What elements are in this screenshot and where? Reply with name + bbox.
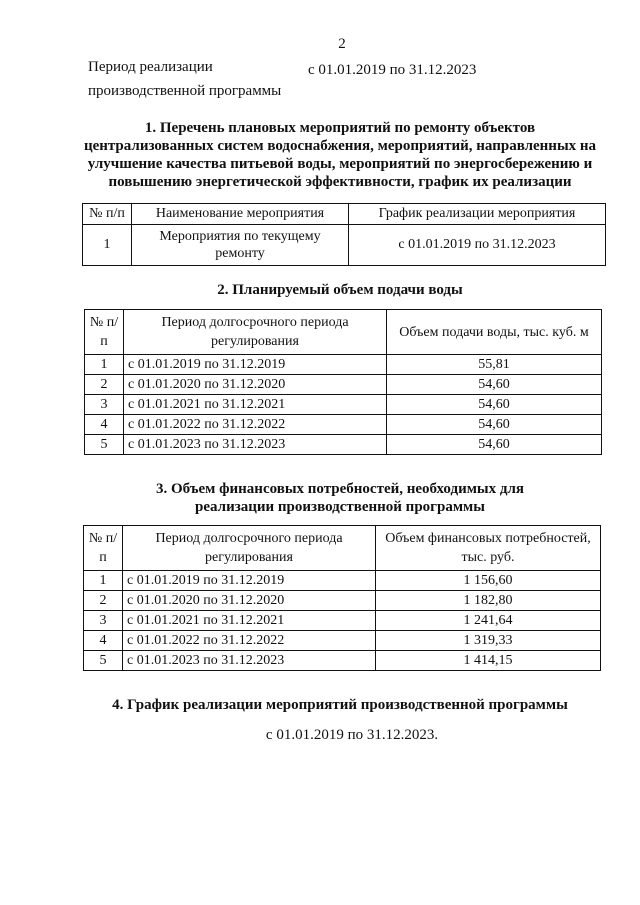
table-cell: с 01.01.2021 по 31.12.2021 xyxy=(124,395,387,415)
section1-table xyxy=(82,203,606,266)
column-header: № п/п xyxy=(83,204,132,225)
table-cell: 1 156,60 xyxy=(376,571,601,591)
table-header-row xyxy=(83,204,606,225)
table-cell: с 01.01.2019 по 31.12.2019 xyxy=(123,571,376,591)
column-header: № п/п xyxy=(84,526,123,571)
table-cell: 1 xyxy=(83,225,132,266)
period-value: с 01.01.2019 по 31.12.2023 xyxy=(308,62,477,78)
table-cell: с 01.01.2022 по 31.12.2022 xyxy=(123,631,376,651)
table-cell: 4 xyxy=(84,631,123,651)
table-cell: с 01.01.2019 по 31.12.2019 xyxy=(124,355,387,375)
table-cell: 1 319,33 xyxy=(376,631,601,651)
section1-title-line3: улучшение качества питьевой воды, мероприятий по энергосбережению и xyxy=(87,156,593,172)
table-cell: 1 182,80 xyxy=(376,591,601,611)
section1-title-line1: 1. Перечень плановых мероприятий по ремонту объектов xyxy=(144,120,536,136)
column-header: График реализации мероприятия xyxy=(349,204,606,225)
table-cell: 4 xyxy=(85,415,124,435)
table-row xyxy=(84,651,601,671)
table-row xyxy=(85,415,602,435)
table-cell: 2 xyxy=(85,375,124,395)
table-cell: 3 xyxy=(84,611,123,631)
column-header: Наименование мероприятия xyxy=(132,204,349,225)
period-label-line1: Период реализации xyxy=(88,59,213,75)
table-cell: с 01.01.2022 по 31.12.2022 xyxy=(124,415,387,435)
table-cell: 5 xyxy=(85,435,124,455)
table-row xyxy=(85,375,602,395)
page-number: 2 xyxy=(338,36,346,52)
table-row xyxy=(85,395,602,415)
section1-title xyxy=(70,119,610,191)
table-cell: с 01.01.2020 по 31.12.2020 xyxy=(124,375,387,395)
column-header: Объем подачи воды, тыс. куб. м xyxy=(387,310,602,355)
table-cell: с 01.01.2019 по 31.12.2023 xyxy=(349,225,606,266)
table-header-row xyxy=(85,310,602,355)
table-cell: 54,60 xyxy=(387,395,602,415)
section3-table xyxy=(83,525,601,671)
table-cell: с 01.01.2023 по 31.12.2023 xyxy=(123,651,376,671)
section3-title-line1: 3. Объем финансовых потребностей, необходимых для xyxy=(155,481,525,497)
table-cell: с 01.01.2021 по 31.12.2021 xyxy=(123,611,376,631)
section4-period: с 01.01.2019 по 31.12.2023. xyxy=(265,727,439,743)
table-cell: 1 241,64 xyxy=(376,611,601,631)
table-row xyxy=(84,611,601,631)
table-cell: с 01.01.2020 по 31.12.2020 xyxy=(123,591,376,611)
table-cell: 1 xyxy=(84,571,123,591)
table-row xyxy=(83,225,606,266)
table-cell: с 01.01.2023 по 31.12.2023 xyxy=(124,435,387,455)
column-header: № п/п xyxy=(85,310,124,355)
section2-table xyxy=(84,309,602,455)
table-cell: 54,60 xyxy=(387,375,602,395)
column-header: Период долгосрочного периода регулирования xyxy=(123,526,376,571)
table-row xyxy=(84,631,601,651)
table-cell: 3 xyxy=(85,395,124,415)
column-header: Период долгосрочного периода регулирования xyxy=(124,310,387,355)
table-cell: 1 xyxy=(85,355,124,375)
period-label-line2: производственной программы xyxy=(88,83,282,99)
table-header-row xyxy=(84,526,601,571)
period-label xyxy=(88,55,281,103)
table-row xyxy=(84,591,601,611)
section3-title xyxy=(70,480,610,516)
section2-title: 2. Планируемый объем подачи воды xyxy=(217,282,463,298)
section4-title: 4. График реализации мероприятий производственной программы xyxy=(112,697,568,713)
table-row xyxy=(85,355,602,375)
table-cell: 54,60 xyxy=(387,415,602,435)
table-cell: 55,81 xyxy=(387,355,602,375)
table-cell: 2 xyxy=(84,591,123,611)
table-cell: 54,60 xyxy=(387,435,602,455)
table-row xyxy=(84,571,601,591)
table-row xyxy=(85,435,602,455)
column-header: Объем финансовых потребностей, тыс. руб. xyxy=(376,526,601,571)
table-cell: Мероприятия по текущему ремонту xyxy=(132,225,349,266)
table-cell: 5 xyxy=(84,651,123,671)
table-cell: 1 414,15 xyxy=(376,651,601,671)
section1-title-line2: централизованных систем водоснабжения, мероприятий, направленных на xyxy=(83,138,597,154)
section1-title-line4: повышению энергетической эффективности, график их реализации xyxy=(108,174,572,190)
section3-title-line2: реализации производственной программы xyxy=(195,499,485,515)
